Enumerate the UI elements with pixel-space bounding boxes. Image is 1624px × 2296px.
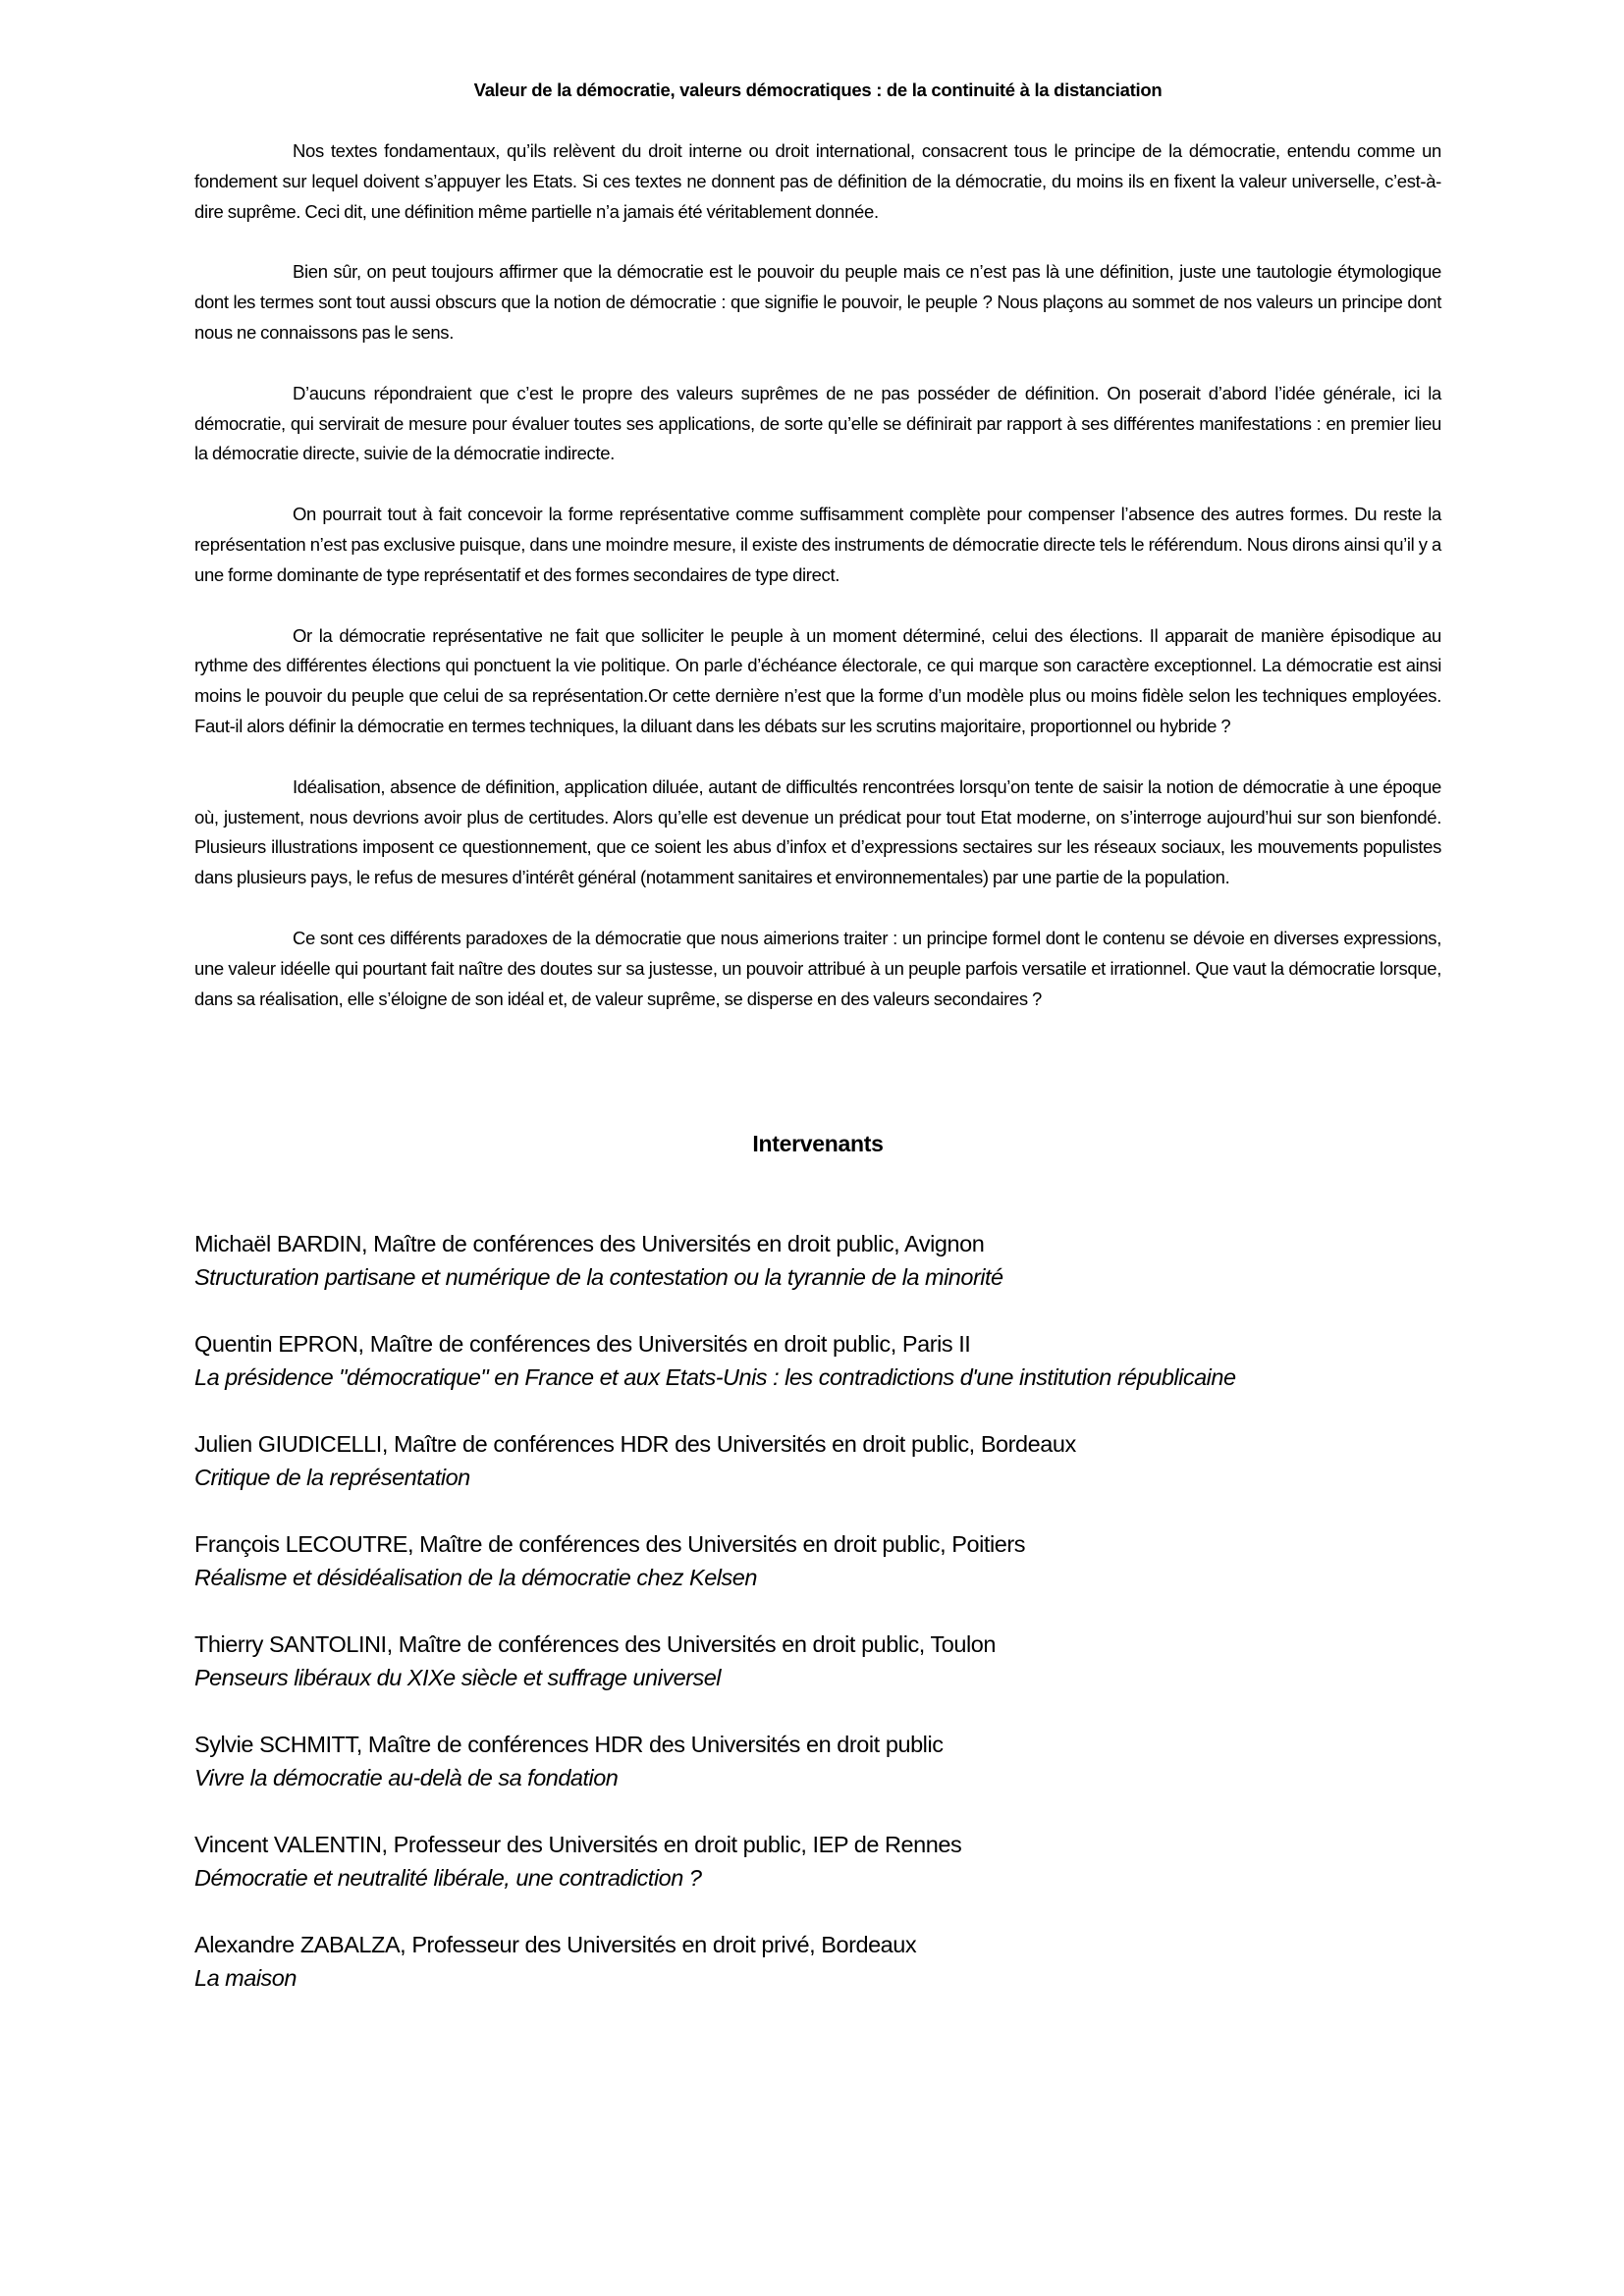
speaker-name: François LECOUTRE, Maître de conférences des Universités en droit public, Poitiers [194,1531,1026,1557]
speaker-name: Thierry SANTOLINI, Maître de conférences des Universités en droit public, Toulon [194,1631,997,1657]
speaker-talk-title: La maison [194,1965,297,1991]
paragraph: D’aucuns répondraient que c’est le propre des valeurs suprêmes de ne pas posséder de définition. On poserait d’abord l’idée générale, ici la démocratie, qui servirait de mesure pour évaluer toutes ses applications, de sorte qu’elle se définirait par rapport à ses différentes manifestations : en premier lieu la démocratie directe, suivie de la démocratie indirecte. [194,382,1441,464]
speaker-talk-title: Critique de la représentation [194,1465,470,1490]
speaker-name: Vincent VALENTIN, Professeur des Universités en droit public, IEP de Rennes [194,1832,962,1857]
speaker-entry [194,1327,1441,1394]
speaker-entry [194,1828,1441,1895]
paragraph: Idéalisation, absence de définition, application diluée, autant de difficultés rencontrées lorsqu’on tente de saisir la notion de démocratie à une époque où, justement, nous devrions avoir plus de certitudes. Alors qu’elle est devenue un prédicat pour tout Etat moderne, on s’interroge aujourd’hui sur son bienfondé. Plusieurs illustrations imposent ce questionnement, que ce soient les abus d’infox et d’expressions sectaires sur les réseaux sociaux, les mouvements populistes dans plusieurs pays, le refus de mesures d’intérêt général (notamment sanitaires et environnementales) par une partie de la population. [194,775,1441,888]
speaker-name: Michaël BARDIN, Maître de conférences des Universités en droit public, Avignon [194,1231,985,1256]
speaker-talk-title: Démocratie et neutralité libérale, une contradiction ? [194,1865,702,1891]
speaker-entry [194,1427,1441,1494]
speaker-talk-title: Penseurs libéraux du XIXe siècle et suffrage universel [194,1665,722,1690]
speaker-talk-title: Structuration partisane et numérique de la contestation ou la tyrannie de la minorité [194,1264,1003,1290]
document-body [194,136,1441,1044]
speaker-talk-title: La présidence "démocratique" en France et aux Etats-Unis : les contradictions d'une institution républicaine [194,1364,1236,1390]
speaker-name: Julien GIUDICELLI, Maître de conférences HDR des Universités en droit public, Bordeaux [194,1431,1076,1457]
speaker-name: Quentin EPRON, Maître de conférences des Universités en droit public, Paris II [194,1331,971,1357]
speaker-entry [194,1527,1441,1594]
speakers-list [194,1227,1441,2028]
speaker-entry [194,1628,1441,1694]
paragraph: Bien sûr, on peut toujours affirmer que la démocratie est le pouvoir du peuple mais ce n’est pas là une définition, juste une tautologie étymologique dont les termes sont tout aussi obscurs que la notion de démocratie : que signifie le pouvoir, le peuple ? Nous plaçons au sommet de nos valeurs un principe dont nous ne connaissons pas le sens. [194,261,1441,343]
speakers-heading: Intervenants [752,1131,884,1156]
speaker-entry [194,1928,1441,1995]
speaker-entry [194,1227,1441,1294]
paragraph: On pourrait tout à fait concevoir la forme représentative comme suffisamment complète pour compenser l’absence des autres formes. Du reste la représentation n’est pas exclusive puisque, dans une moindre mesure, il existe des instruments de démocratie directe tels le référendum. Nous dirons ainsi qu’il y a une forme dominante de type représentatif et des formes secondaires de type direct. [194,504,1441,585]
speaker-entry [194,1728,1441,1794]
paragraph: Or la démocratie représentative ne fait que solliciter le peuple à un moment déterminé, celui des élections. Il apparait de manière épisodique au rythme des différentes élections qui ponctuent la vie politique. On parle d’échéance électorale, ce qui marque son caractère exceptionnel. La démocratie est ainsi moins le pouvoir du peuple que celui de sa représentation.Or cette dernière n’est que la forme d’un modèle plus ou moins fidèle selon les techniques employées. Faut-il alors définir la démocratie en termes techniques, la diluant dans les débats sur les scrutins majoritaire, proportionnel ou hybride ? [194,624,1441,736]
speaker-talk-title: Réalisme et désidéalisation de la démocratie chez Kelsen [194,1565,757,1590]
paragraph: Nos textes fondamentaux, qu’ils relèvent du droit interne ou droit international, consacrent tous le principe de la démocratie, entendu comme un fondement sur lequel doivent s’appuyer les Etats. Si ces textes ne donnent pas de définition de la démocratie, du moins ils en fixent la valeur universelle, c’est-à-dire suprême. Ceci dit, une définition même partielle n’a jamais été véritablement donnée. [194,140,1441,222]
document-title: Valeur de la démocratie, valeurs démocratiques : de la continuité à la distanciation [473,80,1163,100]
speaker-name: Alexandre ZABALZA, Professeur des Universités en droit privé, Bordeaux [194,1932,917,1957]
speaker-name: Sylvie SCHMITT, Maître de conférences HDR des Universités en droit public [194,1732,944,1757]
speaker-talk-title: Vivre la démocratie au-delà de sa fondation [194,1765,619,1790]
paragraph: Ce sont ces différents paradoxes de la démocratie que nous aimerions traiter : un principe formel dont le contenu se dévoie en diverses expressions, une valeur idéelle qui pourtant fait naître des doutes sur sa justesse, un pouvoir attribué à un peuple parfois versatile et irrationnel. Que vaut la démocratie lorsque, dans sa réalisation, elle s’éloigne de son idéal et, de valeur suprême, se disperse en des valeurs secondaires ? [194,927,1441,1009]
